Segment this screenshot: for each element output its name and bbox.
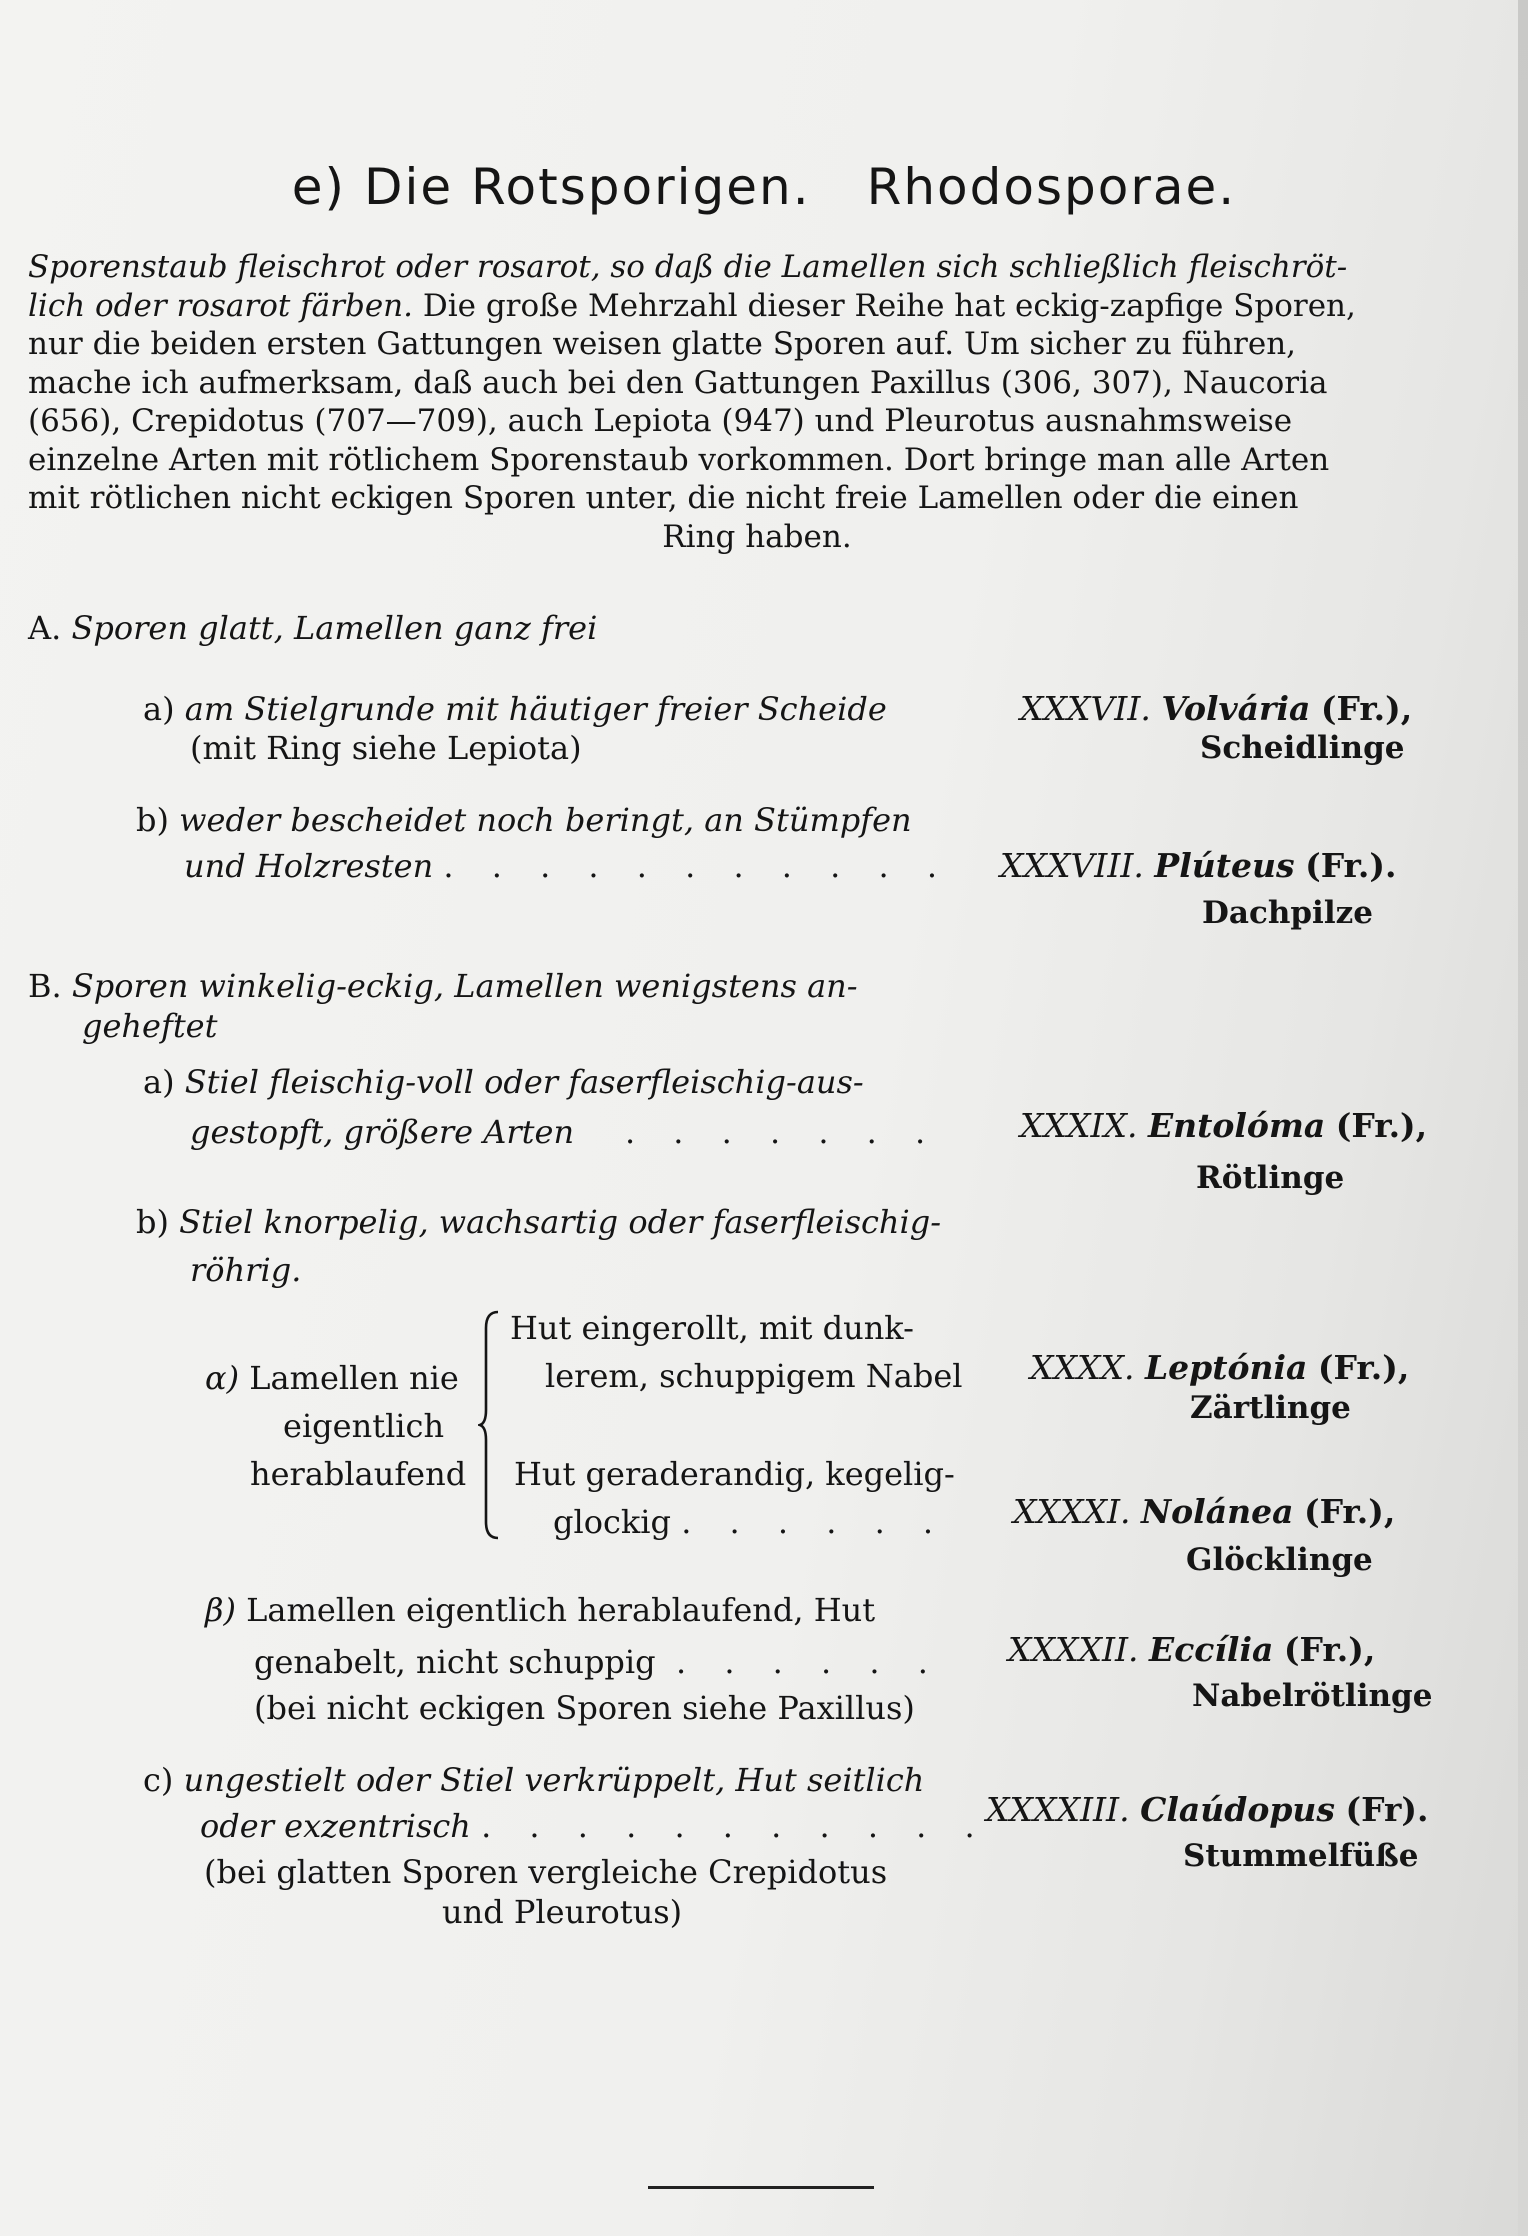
intro-line: mache ich aufmerksam, daß auch bei den Gattungen Paxillus (306, 307), Naucoria xyxy=(28,364,1328,401)
key-Aa: a) am Stielgrunde mit häutiger freier Scheide xyxy=(143,690,887,728)
key-Bc-note1: (bei glatten Sporen vergleiche Crepidotus xyxy=(204,1853,888,1891)
genus-volvaria-common: Scheidlinge xyxy=(1200,730,1405,766)
key-Ab: b) weder bescheidet noch beringt, an Stümpfen xyxy=(136,801,912,839)
genus-leptonia-common: Zärtlinge xyxy=(1190,1390,1351,1426)
genus-nolanea: XXXXI. Nolánea (Fr.), xyxy=(1013,1492,1396,1531)
key-Aa-note: (mit Ring siehe Lepiota) xyxy=(190,729,582,767)
intro-line: Sporenstaub fleischrot oder rosarot, so daß die Lamellen sich schließlich fleischröt- xyxy=(28,249,1348,285)
key-alpha: α) Lamellen nie xyxy=(205,1359,459,1397)
genus-pluteus-common: Dachpilze xyxy=(1202,895,1373,931)
key-Bb-line2: röhrig. xyxy=(190,1251,302,1289)
genus-eccilia: XXXXII. Eccília (Fr.), xyxy=(1008,1630,1376,1669)
key-alpha-r2: lerem, schuppigem Nabel xyxy=(545,1357,963,1395)
intro-line: (656), Crepidotus (707—709), auch Lepiota (947) und Pleurotus ausnahmsweise xyxy=(28,403,1293,439)
intro-line: Ring haben. xyxy=(662,518,852,555)
key-B-line2: geheftet xyxy=(82,1007,218,1045)
section-title xyxy=(0,158,1528,216)
intro-line: einzelne Arten mit rötlichem Sporenstaub vorkommen. Dort bringe man alle Arten xyxy=(28,441,1330,478)
title-german: e) Die Rotsporigen. xyxy=(291,158,811,216)
key-Ab-line2: und Holzresten . . . . . . . . . . . xyxy=(184,847,951,885)
page-edge-shadow xyxy=(1518,0,1528,2236)
key-beta: β) Lamellen eigentlich herablaufend, Hut xyxy=(205,1591,876,1629)
genus-nolanea-common: Glöcklinge xyxy=(1186,1542,1373,1578)
key-A: A. Sporen glatt, Lamellen ganz frei xyxy=(28,609,598,647)
key-alpha-l2: eigentlich xyxy=(283,1407,445,1445)
curly-brace-icon xyxy=(478,1310,504,1540)
key-Ba-line2: gestopft, größere Arten . . . . . . . xyxy=(190,1113,940,1151)
genus-entoloma: XXXIX. Entolóma (Fr.), xyxy=(1020,1106,1428,1145)
section-end-rule xyxy=(648,2186,874,2189)
genus-volvaria: XXXVII. Volvária (Fr.), xyxy=(1020,689,1413,728)
intro-line: mit rötlichen nicht eckigen Sporen unter, die nicht freie Lamellen oder die einen xyxy=(28,480,1299,516)
intro-paragraph xyxy=(28,248,1486,556)
intro-line: lich oder rosarot färben. Die große Mehrzahl dieser Reihe hat eckig-zapfige Sporen, xyxy=(28,287,1356,324)
title-latin: Rhodosporae. xyxy=(866,158,1237,216)
genus-claudopus-common: Stummelfüße xyxy=(1183,1838,1419,1874)
genus-entoloma-common: Rötlinge xyxy=(1196,1160,1345,1196)
intro-line: nur die beiden ersten Gattungen weisen glatte Sporen auf. Um sicher zu führen, xyxy=(28,326,1297,362)
key-Bc-line2: oder exzentrisch . . . . . . . . . . . xyxy=(200,1807,989,1845)
genus-claudopus: XXXXIII. Claúdopus (Fr). xyxy=(986,1790,1429,1829)
key-A-text: Sporen glatt, Lamellen ganz frei xyxy=(71,609,598,647)
key-B: B. Sporen winkelig-eckig, Lamellen wenigstens an- xyxy=(28,967,858,1005)
genus-leptonia: XXXX. Leptónia (Fr.), xyxy=(1030,1348,1410,1387)
genus-eccilia-common: Nabelrötlinge xyxy=(1192,1678,1433,1714)
key-alpha-l3: herablaufend xyxy=(250,1455,467,1493)
key-Ba: a) Stiel fleischig-voll oder faserfleischig-aus- xyxy=(143,1063,864,1101)
key-beta-l2: genabelt, nicht schuppig . . . . . . xyxy=(254,1643,942,1681)
key-beta-l3: (bei nicht eckigen Sporen siehe Paxillus) xyxy=(254,1689,915,1727)
key-Bb: b) Stiel knorpelig, wachsartig oder faserfleischig- xyxy=(136,1203,942,1241)
key-alpha-r4: glockig . . . . . . xyxy=(553,1503,948,1541)
genus-pluteus: XXXVIII. Plúteus (Fr.). xyxy=(1000,846,1397,885)
key-Bc: c) ungestielt oder Stiel verkrüppelt, Hut seitlich xyxy=(143,1761,925,1799)
key-alpha-r1: Hut eingerollt, mit dunk- xyxy=(510,1309,914,1347)
key-alpha-r3: Hut geraderandig, kegelig- xyxy=(514,1455,955,1493)
key-Bc-note2: und Pleurotus) xyxy=(442,1893,683,1931)
